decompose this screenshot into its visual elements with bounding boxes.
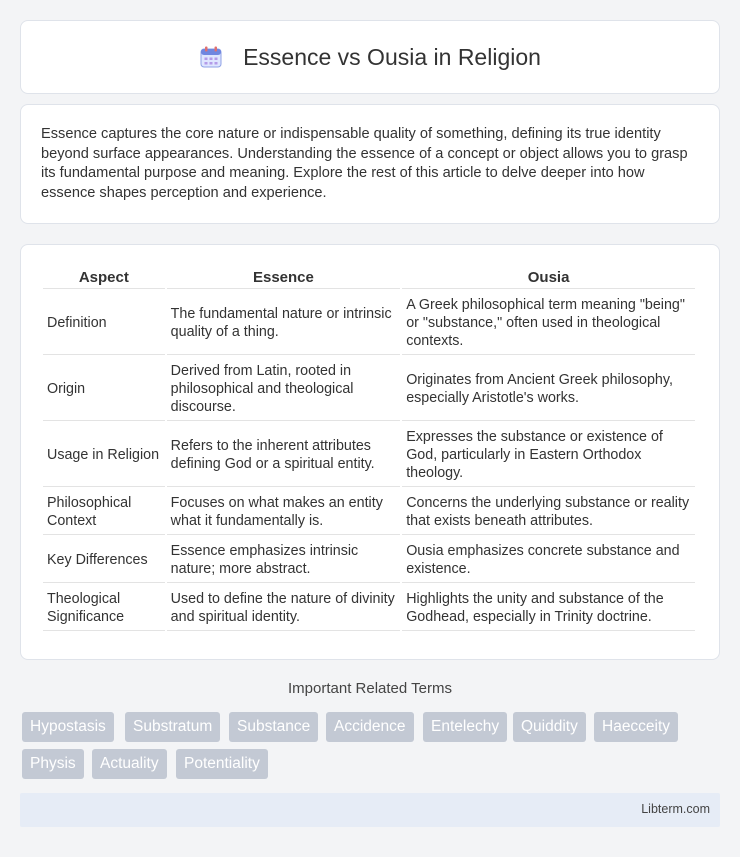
tag-entelechy[interactable]: Entelechy: [423, 712, 507, 742]
cell-ousia: Concerns the underlying substance or reality that exists beneath attributes.: [402, 489, 695, 535]
title-card: [20, 20, 720, 94]
cell-aspect: Origin: [43, 357, 165, 421]
tag-hypostasis[interactable]: Hypostasis: [22, 712, 114, 742]
header-aspect: Aspect: [43, 267, 165, 289]
comparison-table: [41, 265, 697, 633]
cell-essence: Used to define the nature of divinity and spiritual identity.: [167, 585, 401, 631]
tag-potentiality[interactable]: Potentiality: [176, 749, 268, 779]
header-ousia: Ousia: [402, 267, 695, 289]
intro-card: [20, 104, 720, 224]
footer: [20, 793, 720, 827]
cell-essence: Essence emphasizes intrinsic nature; more abstract.: [167, 537, 401, 583]
table-row: [43, 537, 695, 583]
cell-essence: Focuses on what makes an entity what it fundamentally is.: [167, 489, 401, 535]
cell-aspect: Usage in Religion: [43, 423, 165, 487]
table-row: [43, 585, 695, 631]
cell-ousia: Originates from Ancient Greek philosophy, especially Aristotle's works.: [402, 357, 695, 421]
tag-quiddity[interactable]: Quiddity: [513, 712, 586, 742]
comparison-table-card: [20, 244, 720, 660]
table-row: [43, 357, 695, 421]
cell-aspect: Key Differences: [43, 537, 165, 583]
tag-substance[interactable]: Substance: [229, 712, 318, 742]
footer-brand[interactable]: Libterm.com: [641, 802, 710, 816]
tag-haecceity[interactable]: Haecceity: [594, 712, 678, 742]
calendar-icon: [199, 45, 223, 69]
related-terms-title: Important Related Terms: [288, 680, 452, 697]
cell-ousia: A Greek philosophical term meaning "being" or "substance," often used in theological contexts.: [402, 291, 695, 355]
cell-ousia: Expresses the substance or existence of God, particularly in Eastern Orthodox theology.: [402, 423, 695, 487]
cell-ousia: Highlights the unity and substance of the Godhead, especially in Trinity doctrine.: [402, 585, 695, 631]
cell-aspect: Theological Significance: [43, 585, 165, 631]
cell-essence: Refers to the inherent attributes defining God or a spiritual entity.: [167, 423, 401, 487]
table-row: [43, 423, 695, 487]
tag-actuality[interactable]: Actuality: [92, 749, 167, 779]
table-row: [43, 291, 695, 355]
intro-text: Essence captures the core nature or indispensable quality of something, defining its true identity beyond surface appearances. Understanding the essence of a concept or object allows you to grasp its fundamental purpose and meaning. Explore the rest of this article to delve deeper into how essence shapes perception and experience.: [41, 126, 688, 201]
cell-aspect: Philosophical Context: [43, 489, 165, 535]
tag-accidence[interactable]: Accidence: [326, 712, 414, 742]
cell-aspect: Definition: [43, 291, 165, 355]
tag-substratum[interactable]: Substratum: [125, 712, 220, 742]
cell-essence: The fundamental nature or intrinsic quality of a thing.: [167, 291, 401, 355]
table-header-row: [43, 267, 695, 289]
cell-ousia: Ousia emphasizes concrete substance and existence.: [402, 537, 695, 583]
page-title: Essence vs Ousia in Religion: [243, 43, 541, 70]
cell-essence: Derived from Latin, rooted in philosophical and theological discourse.: [167, 357, 401, 421]
table-row: [43, 489, 695, 535]
header-essence: Essence: [167, 267, 401, 289]
tag-physis[interactable]: Physis: [22, 749, 84, 779]
